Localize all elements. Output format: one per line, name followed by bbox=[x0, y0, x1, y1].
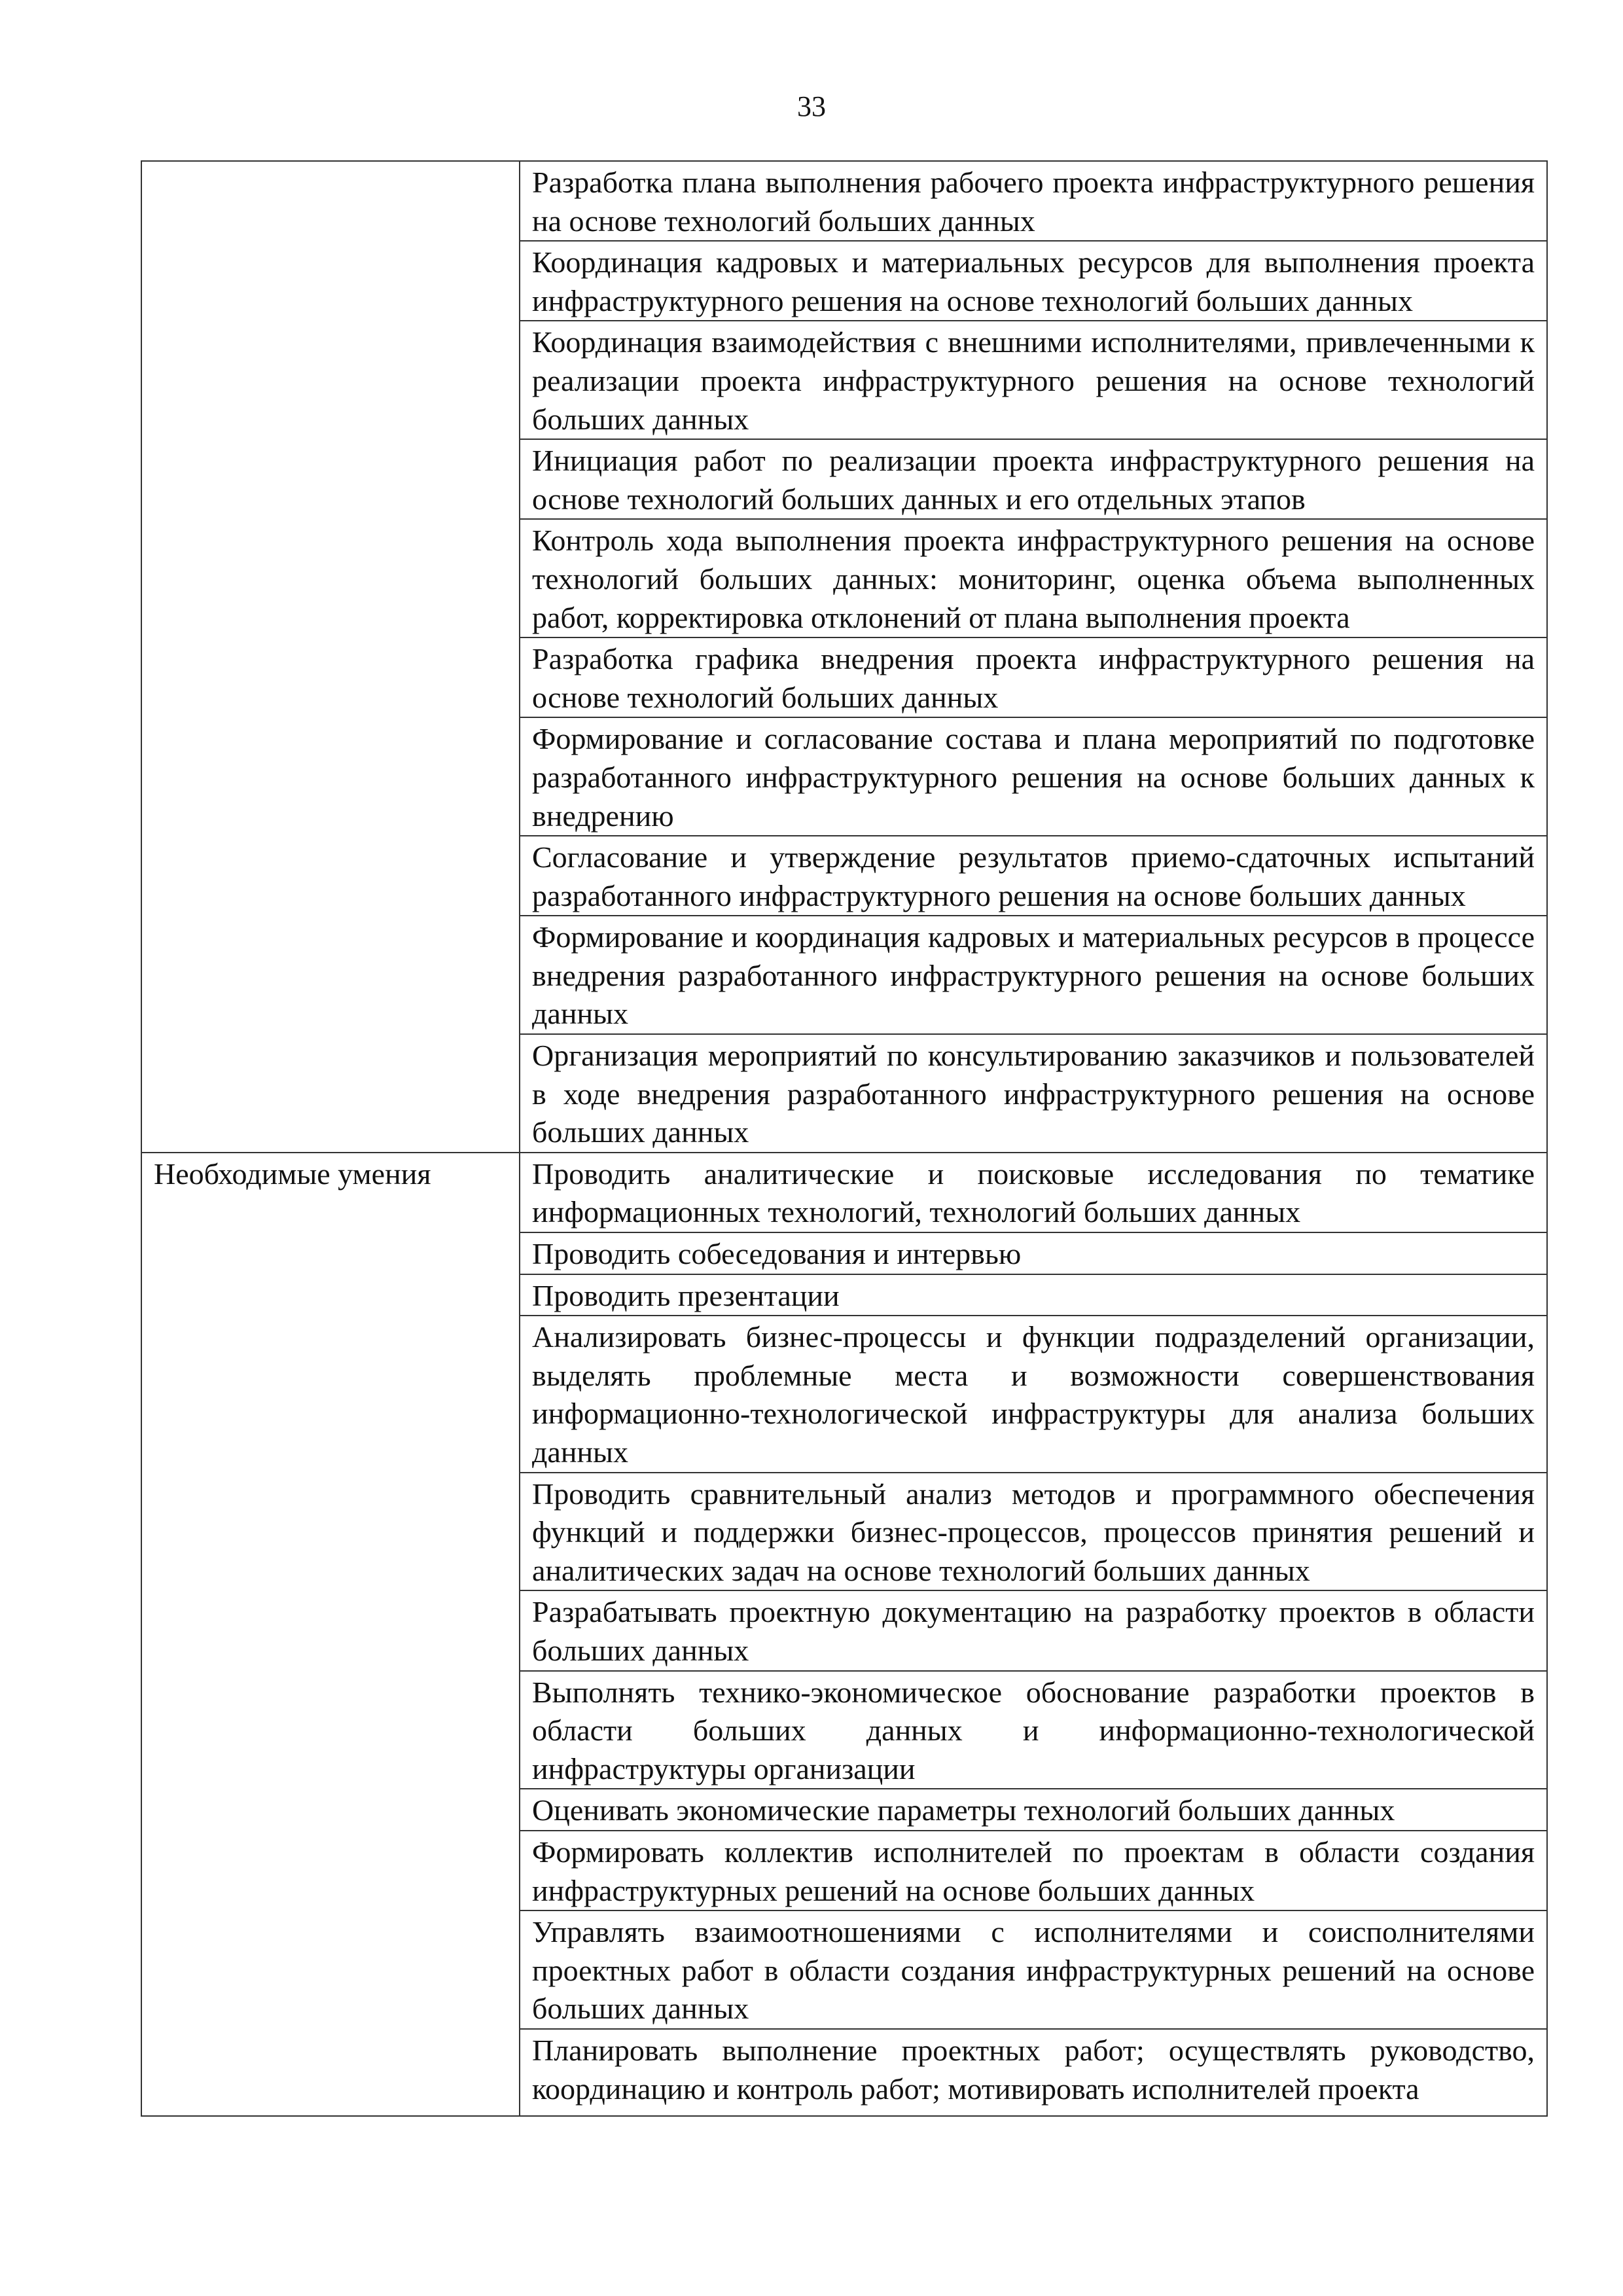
table-cell-item: Согласование и утверждение результатов приемо-сдаточных испытаний разработанного инфраструктурного решения на основе больших данных bbox=[520, 836, 1547, 916]
table-cell-item: Проводить собеседования и интервью bbox=[520, 1232, 1547, 1274]
table-cell-item: Организация мероприятий по консультированию заказчиков и пользователей в ходе внедрения разработанного инфраструктурного решения на основе больших данных bbox=[520, 1034, 1547, 1153]
table-cell-item: Проводить презентации bbox=[520, 1274, 1547, 1316]
table-cell-item: Разрабатывать проектную документацию на разработку проектов в области больших данных bbox=[520, 1590, 1547, 1670]
requirements-table bbox=[141, 160, 1548, 2117]
table-cell-item: Анализировать бизнес-процессы и функции подразделений организации, выделять проблемные места и возможности совершенствования информационно-технологической инфраструктуры для анализа больших данных bbox=[520, 1316, 1547, 1472]
table-cell-item: Инициация работ по реализации проекта инфраструктурного решения на основе технологий больших данных и его отдельных этапов bbox=[520, 439, 1547, 519]
table-cell-item: Разработка графика внедрения проекта инфраструктурного решения на основе технологий больших данных bbox=[520, 637, 1547, 717]
table-cell-item: Координация взаимодействия с внешними исполнителями, привлеченными к реализации проекта инфраструктурного решения на основе технологий больших данных bbox=[520, 321, 1547, 439]
table-cell-item: Управлять взаимоотношениями с исполнителями и соисполнителями проектных работ в области создания инфраструктурных решений на основе больших данных bbox=[520, 1910, 1547, 2029]
page-number: 33 bbox=[797, 90, 826, 122]
table-cell-item: Выполнять технико-экономическое обоснование разработки проектов в области больших данных и информационно-технологической инфраструктуры организации bbox=[520, 1671, 1547, 1789]
table-cell-item-text: Планировать выполнение проектных работ; осуществлять руководство, координацию и контроль работ; мотивировать исполнителей проекта bbox=[532, 2033, 1535, 2106]
table-cell-item: Разработка плана выполнения рабочего проекта инфраструктурного решения на основе технологий больших данных bbox=[520, 161, 1547, 241]
table-cell-item bbox=[520, 2029, 1547, 2116]
table-cell-item: Формирование и координация кадровых и материальных ресурсов в процессе внедрения разработанного инфраструктурного решения на основе больших данных bbox=[520, 916, 1547, 1034]
table-cell-item: Формирование и согласование состава и плана мероприятий по подготовке разработанного инфраструктурного решения на основе больших данных к внедрению bbox=[520, 717, 1547, 836]
table-cell-item: Координация кадровых и материальных ресурсов для выполнения проекта инфраструктурного решения на основе технологий больших данных bbox=[520, 241, 1547, 321]
table-row bbox=[141, 1153, 1547, 1232]
section-label-cell: Необходимые умения bbox=[141, 1153, 520, 2116]
table-cell-item: Формировать коллектив исполнителей по проектам в области создания инфраструктурных решений на основе больших данных bbox=[520, 1831, 1547, 1910]
section-label-cell bbox=[141, 161, 520, 1153]
table-row bbox=[141, 161, 1547, 241]
table-cell-item: Оценивать экономические параметры технологий больших данных bbox=[520, 1789, 1547, 1831]
table-cell-item: Проводить аналитические и поисковые исследования по тематике информационных технологий, технологий больших данных bbox=[520, 1153, 1547, 1232]
table-cell-item: Проводить сравнительный анализ методов и программного обеспечения функций и поддержки бизнес-процессов, процессов принятия решений и аналитических задач на основе технологий больших данных bbox=[520, 1473, 1547, 1591]
table-cell-item: Контроль хода выполнения проекта инфраструктурного решения на основе технологий больших данных: мониторинг, оценка объема выполненных работ, корректировка отклонений от плана выполнения проекта bbox=[520, 519, 1547, 637]
